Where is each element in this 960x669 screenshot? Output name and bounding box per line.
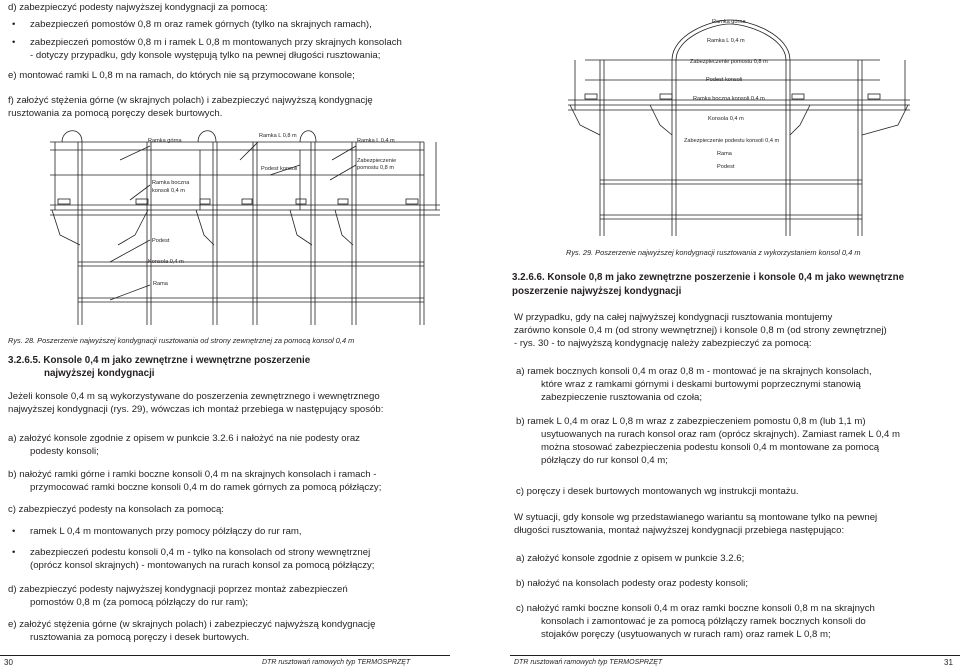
paragraph-cont: długości rusztowania, montaż najwyższej kondygnacji przebiega następująco: bbox=[514, 525, 845, 536]
bullet-text: - dotyczy przypadku, gdy konsole występują tylko na pewnej długości rusztowania; bbox=[30, 50, 381, 61]
label-ramka-boczna: Ramka boczna bbox=[152, 180, 190, 186]
step-b: b) nałożyć ramki górne i ramki boczne konsoli 0,4 m na skrajnych konsolach i ramach - bbox=[8, 469, 377, 480]
bullet-text-cont: (oprócz konsol skrajnych) - montowanych na rurach konsol za pomocą półzłączy; bbox=[30, 560, 375, 571]
label-ramka-l04: Ramka L 0,4 m bbox=[707, 38, 745, 44]
label-zabezpieczenie-pomostu: pomostu 0,8 m bbox=[357, 165, 394, 171]
label-rama: Rama bbox=[153, 281, 168, 287]
bullet-text: zabezpieczeń pomostów 0,8 m oraz ramek górnych (tylko na skrajnych ramach), bbox=[30, 19, 372, 30]
bullet-text: ramek L 0,4 m montowanych przy pomocy półzłączy do rur ram, bbox=[30, 526, 302, 537]
section-heading: 3.2.6.5. Konsole 0,4 m jako zewnętrzne i wewnętrzne poszerzenie bbox=[8, 355, 311, 366]
paragraph: W przypadku, gdy na całej najwyższej kondygnacji rusztowania montujemy bbox=[514, 312, 833, 323]
label-podest-konsoli: Podest konsoli bbox=[261, 166, 298, 172]
label-ramka-l08: Ramka L 0,8 m bbox=[259, 133, 297, 139]
label-rama: Rama bbox=[717, 151, 732, 157]
step-b-cont: półzłączy do rur konsol 0,4 m; bbox=[541, 455, 668, 466]
paragraph-cont: najwyższej kondygnacji (rys. 29), wówczas ich montaż przebiega w następujący sposób: bbox=[8, 404, 384, 415]
label-zabezpieczenie-pomostu: Zabezpieczenie pomostu 0,8 m bbox=[690, 59, 768, 65]
bullet-dot: • bbox=[12, 19, 16, 30]
step-f-cont: rusztowania za pomocą poręczy desek burtowych. bbox=[8, 108, 223, 119]
label-ramka-gorna: Ramka górna bbox=[148, 138, 182, 144]
footer-rule bbox=[510, 655, 960, 656]
section-heading-cont: poszerzenie najwyższej kondygnacji bbox=[512, 286, 682, 297]
step-d: d) zabezpieczyć podesty najwyższej kondygnacji poprzez montaż zabezpieczeń bbox=[8, 584, 348, 595]
label-ramka-boczna: Ramka boczna konsoli 0,4 m bbox=[693, 96, 765, 102]
label-ramka-gorna: Ramka górna bbox=[712, 19, 746, 25]
step-c-cont: konsolach i zamontować je za pomocą półzłączy ramek bocznych konsoli do bbox=[541, 616, 866, 627]
step-b: b) ramek L 0,4 m oraz L 0,8 m wraz z zabezpieczeniem pomostu 0,8 m (lub 1,1 m) bbox=[516, 416, 866, 427]
label-konsola: Konsola 0,4 m bbox=[708, 116, 744, 122]
paragraph: Jeżeli konsole 0,4 m są wykorzystywane do poszerzenia zewnętrznego i wewnętrznego bbox=[8, 391, 380, 402]
paragraph-cont: zarówno konsole 0,4 m (od strony wewnętrznej) i konsole 0,8 m (od strony zewnętrznej) bbox=[514, 325, 887, 336]
label-ramka-boczna-konsoli: konsoli 0,4 m bbox=[152, 188, 185, 194]
label-podest: Podest bbox=[152, 238, 170, 244]
label-podest: Podest bbox=[717, 164, 735, 170]
fig28-caption: Rys. 28. Poszerzenie najwyższej kondygnacji rusztowania od strony zewnętrznej za pomocą konsol 0,4 m bbox=[8, 336, 355, 345]
page-number: 31 bbox=[944, 658, 953, 667]
step-b-cont: można stosować zabezpieczenia podestu konsoli 0,4 m montowane za pomocą bbox=[541, 442, 880, 453]
step-d-cont: pomostów 0,8 m (za pomocą półzłączy do rur ram); bbox=[30, 597, 249, 608]
section-heading-cont: najwyższej kondygnacji bbox=[44, 368, 155, 379]
bullet-dot: • bbox=[12, 547, 16, 558]
step-a-cont: które wraz z ramkami górnymi i deskami burtowymi poprzecznymi stanowią bbox=[541, 379, 861, 390]
step-a: a) założyć konsole zgodnie z opisem w punkcie 3.2.6; bbox=[516, 553, 745, 564]
step-b: b) nałożyć na konsolach podesty oraz podesty konsoli; bbox=[516, 578, 748, 589]
step-e: e) montować ramki L 0,8 m na ramach, do których nie są przymocowane konsole; bbox=[8, 70, 355, 81]
bullet-dot: • bbox=[12, 526, 16, 537]
step-b-cont: usytuowanych na rurach konsol oraz ram (oprócz skrajnych). Zamiast ramek L 0,4 m bbox=[541, 429, 901, 440]
step-a-cont: podesty konsoli; bbox=[30, 446, 99, 457]
label-podest-konsoli: Podest konsoli bbox=[706, 77, 743, 83]
fig29-scaffold-elevation bbox=[568, 20, 910, 236]
label-ramka-l04: Ramka L 0,4 m bbox=[357, 138, 395, 144]
step-c: c) poręczy i desek burtowych montowanych wg instrukcji montażu. bbox=[516, 486, 799, 497]
step-f: f) założyć stężenia górne (w skrajnych polach) i zabezpieczyć najwyższą kondygnację bbox=[8, 95, 373, 106]
footer-title: DTR rusztowań ramowych typ TERMOSPRZĘT bbox=[514, 659, 663, 666]
label-zabezpieczenie: Zabezpieczenie bbox=[357, 158, 397, 164]
footer-title: DTR rusztowań ramowych typ TERMOSPRZĘT bbox=[262, 659, 411, 666]
page-number: 30 bbox=[4, 658, 13, 667]
label-konsola: Konsola 0,4 m bbox=[148, 259, 184, 265]
bullet-dot: • bbox=[12, 37, 16, 48]
bullet-text: zabezpieczeń podestu konsoli 0,4 m - tylko na konsolach od strony wewnętrznej bbox=[30, 547, 371, 558]
step-d: d) zabezpieczyć podesty najwyższej kondygnacji za pomocą: bbox=[8, 2, 268, 13]
bullet-text: zabezpieczeń pomostów 0,8 m i ramek L 0,8 m montowanych przy skrajnych konsolach bbox=[30, 37, 402, 48]
step-c-cont: stojaków poręczy (usytuowanych w rurach ram) oraz ramek L 0,8 m; bbox=[541, 629, 831, 640]
step-a: a) założyć konsole zgodnie z opisem w punkcie 3.2.6 i nałożyć na nie podesty oraz bbox=[8, 433, 360, 444]
step-c: c) nałożyć ramki boczne konsoli 0,4 m oraz ramki boczne konsoli 0,8 m na skrajnych bbox=[516, 603, 875, 614]
step-a: a) ramek bocznych konsoli 0,4 m oraz 0,8 m - montować je na skrajnych konsolach, bbox=[516, 366, 872, 377]
step-e: e) założyć stężenia górne (w skrajnych polach) i zabezpieczyć najwyższą kondygnację bbox=[8, 619, 376, 630]
step-b-cont: przymocować ramki boczne konsoli 0,4 m do ramek górnych za pomocą półzłączy; bbox=[30, 482, 382, 493]
paragraph-cont: - rys. 30 - to najwyższą kondygnację należy zabezpieczyć za pomocą: bbox=[514, 338, 812, 349]
label-zabezpieczenie-podestu: Zabezpieczenie podestu konsoli 0,4 m bbox=[684, 138, 780, 144]
step-c: c) zabezpieczyć podesty na konsolach za pomocą: bbox=[8, 504, 224, 515]
paragraph: W sytuacji, gdy konsole wg przedstawianego wariantu są montowane tylko na pewnej bbox=[514, 512, 878, 523]
section-heading: 3.2.6.6. Konsole 0,8 m jako zewnętrzne poszerzenie i konsole 0,4 m jako wewnętrzne bbox=[512, 272, 905, 283]
step-e-cont: rusztowania za pomocą poręczy i desek burtowych. bbox=[30, 632, 250, 643]
step-a-cont: zabezpieczenie rusztowania od czoła; bbox=[541, 392, 703, 403]
fig29-caption: Rys. 29. Poszerzenie najwyższej kondygnacji rusztowania z wykorzystaniem konsol 0,4 m bbox=[566, 248, 861, 257]
